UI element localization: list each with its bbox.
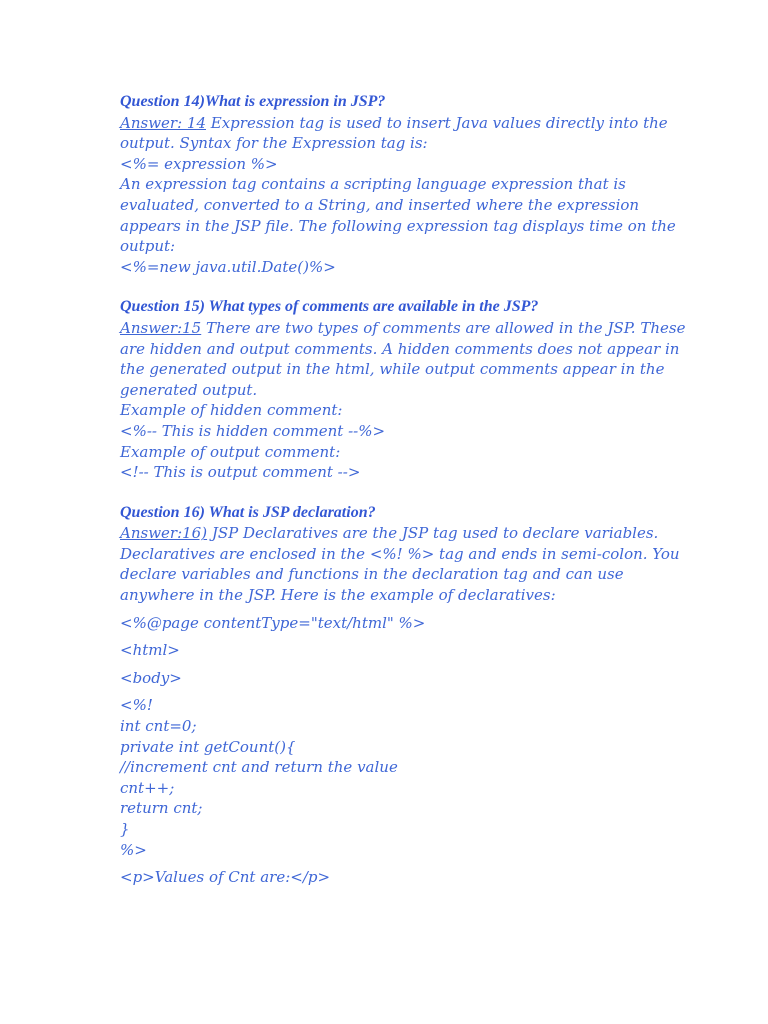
document-page — [120, 92, 720, 908]
answer-14-line: <%= expression %> — [120, 154, 278, 173]
answer-14-line: appears in the JSP file. The following expression tag displays time on the — [120, 216, 676, 235]
answer-15-line: <%-- This is hidden comment --%> — [120, 421, 386, 440]
code-line: } — [120, 820, 130, 838]
code-page-directive: <%@page contentType="text/html" %> — [120, 613, 426, 632]
answer-16-line: declare variables and functions in the declaration tag and can use — [120, 565, 624, 584]
code-line: %> — [120, 840, 147, 859]
code-line: cnt++; — [120, 778, 175, 797]
question-14-title: Question 14)What is expression in JSP? — [120, 93, 386, 110]
answer-14-first-text: Expression tag is used to insert Java values directly into the — [206, 113, 668, 132]
answer-15-line: <!-- This is output comment --> — [120, 463, 361, 482]
answer-15-first-line — [120, 318, 720, 339]
answer-16-line: Declaratives are enclosed in the <%! %> tag and ends in semi-colon. You — [120, 544, 680, 563]
code-line: return cnt; — [120, 799, 203, 818]
code-line: <%! — [120, 696, 153, 715]
answer-16-first-line — [120, 523, 720, 544]
question-15-block — [120, 297, 720, 482]
answer-14-line: <%=new java.util.Date()%> — [120, 257, 336, 276]
answer-16-first-text: JSP Declaratives are the JSP tag used to declare variables. — [207, 524, 659, 543]
answer-14-line: An expression tag contains a scripting language expression that is — [120, 175, 626, 194]
answer-14-line: evaluated, converted to a String, and inserted where the expression — [120, 195, 640, 214]
answer-15-line: generated output. — [120, 380, 258, 399]
answer-15-line: Example of hidden comment: — [120, 401, 343, 420]
answer-14-line: output: — [120, 237, 176, 256]
answer-16-label: Answer:16) — [120, 524, 208, 543]
question-16-title: Question 16) What is JSP declaration? — [120, 503, 376, 521]
answer-14-line: output. Syntax for the Expression tag is: — [120, 134, 428, 153]
code-line: //increment cnt and return the value — [120, 758, 398, 777]
question-16-block — [120, 503, 720, 888]
code-body-tag: <body> — [120, 668, 182, 687]
answer-15-label: Answer:15 — [120, 318, 202, 337]
code-line: private int getCount(){ — [120, 737, 296, 756]
code-declaration-block — [120, 695, 720, 860]
answer-14-label: Answer: 14 — [120, 113, 206, 132]
answer-15-line: Example of output comment: — [120, 442, 341, 461]
question-15-title: Question 15) What types of comments are available in the JSP? — [120, 298, 539, 316]
answer-16-line: anywhere in the JSP. Here is the example of declaratives: — [120, 586, 556, 605]
answer-15-line: are hidden and output comments. A hidden comments does not appear in — [120, 339, 680, 358]
answer-15-line: the generated output in the html, while output comments appear in the — [120, 360, 665, 379]
answer-15-first-text: There are two types of comments are allowed in the JSP. These — [201, 318, 686, 337]
question-14-block — [120, 92, 720, 277]
answer-14-first-line — [120, 113, 720, 134]
code-html-tag: <html> — [120, 641, 180, 660]
code-p-tag: <p>Values of Cnt are:</p> — [120, 868, 331, 887]
code-line: int cnt=0; — [120, 717, 197, 736]
